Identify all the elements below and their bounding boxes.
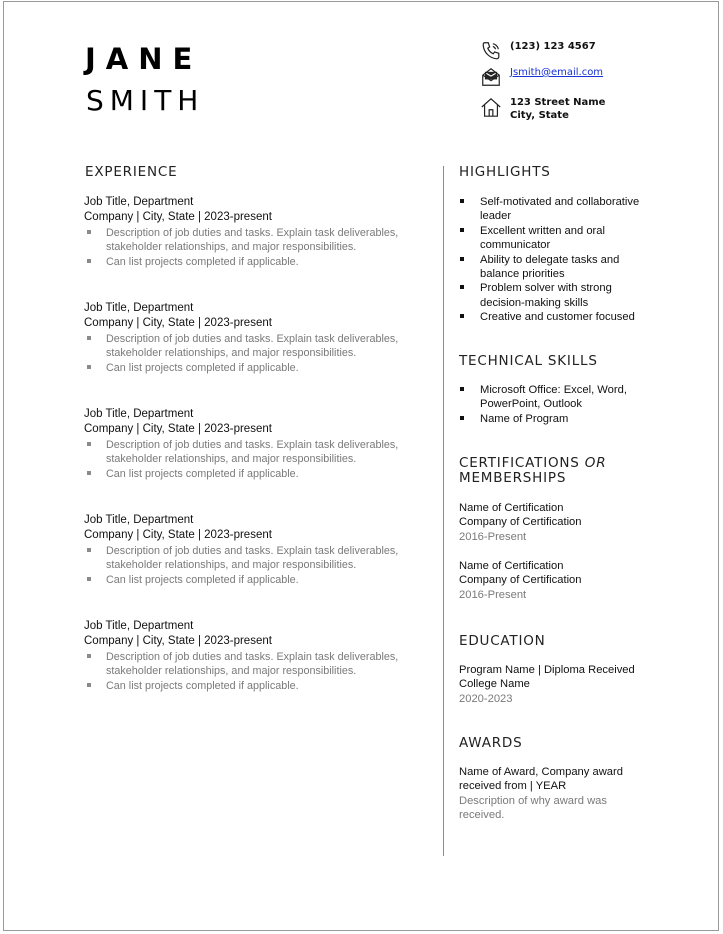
job-title: Job Title, Department bbox=[84, 620, 194, 632]
last-name: SMITH bbox=[86, 84, 205, 117]
job-company: Company | City, State | 2023-present bbox=[84, 423, 272, 435]
certification-dates: 2016-Present bbox=[459, 530, 527, 543]
job-bullet: Description of job duties and tasks. Explain task deliverables, stakeholder relationships, and major responsibilities. bbox=[84, 332, 424, 361]
highlight-item: Excellent written and oral communicator bbox=[459, 224, 649, 253]
address-line-1: 123 Street Name bbox=[510, 97, 606, 108]
education-heading: EDUCATION bbox=[459, 633, 546, 649]
job-company: Company | City, State | 2023-present bbox=[84, 211, 272, 223]
contact-address-row bbox=[480, 96, 605, 122]
technical-skills-heading: TECHNICAL SKILLS bbox=[459, 353, 598, 369]
job-bullets bbox=[84, 650, 424, 693]
certification-entry bbox=[459, 501, 659, 544]
award-name: Name of Award, Company award received from | YEAR bbox=[459, 766, 623, 793]
job-title: Job Title, Department bbox=[84, 514, 194, 526]
job-bullets bbox=[84, 226, 424, 269]
email-link[interactable]: Jsmith@email.com bbox=[510, 67, 604, 78]
job-bullet: Description of job duties and tasks. Explain task deliverables, stakeholder relationships, and major responsibilities. bbox=[84, 226, 424, 255]
technical-skills-list bbox=[459, 383, 639, 426]
certifications-heading-or: OR bbox=[584, 455, 607, 471]
certifications-heading-part1: CERTIFICATIONS bbox=[459, 455, 580, 471]
first-name: JANE bbox=[85, 42, 203, 76]
job-title: Job Title, Department bbox=[84, 408, 194, 420]
certification-name: Name of Certification bbox=[459, 560, 564, 572]
certification-dates: 2016-Present bbox=[459, 588, 527, 601]
job-bullet: Can list projects completed if applicable. bbox=[84, 679, 424, 693]
home-icon bbox=[480, 96, 502, 118]
job-entry bbox=[84, 407, 424, 481]
job-title: Job Title, Department bbox=[84, 196, 194, 208]
job-bullet: Description of job duties and tasks. Explain task deliverables, stakeholder relationships, and major responsibilities. bbox=[84, 438, 424, 467]
job-entry bbox=[84, 513, 424, 587]
education-program: Program Name | Diploma Received bbox=[459, 664, 635, 676]
certification-company: Company of Certification bbox=[459, 516, 582, 529]
certification-company: Company of Certification bbox=[459, 574, 582, 587]
phone-icon bbox=[480, 40, 502, 62]
highlight-item: Self-motivated and collaborative leader bbox=[459, 195, 649, 224]
job-company: Company | City, State | 2023-present bbox=[84, 529, 272, 541]
certifications-heading-part2: MEMBERSHIPS bbox=[459, 470, 567, 486]
job-bullet: Description of job duties and tasks. Explain task deliverables, stakeholder relationships, and major responsibilities. bbox=[84, 650, 424, 679]
column-divider bbox=[443, 166, 444, 856]
job-company: Company | City, State | 2023-present bbox=[84, 317, 272, 329]
phone-number: (123) 123 4567 bbox=[510, 41, 596, 52]
contact-email-row bbox=[480, 66, 603, 88]
address-line-2: City, State bbox=[510, 110, 569, 121]
contact-phone-row bbox=[480, 40, 596, 62]
job-title: Job Title, Department bbox=[84, 302, 194, 314]
highlight-item: Ability to delegate tasks and balance priorities bbox=[459, 253, 649, 282]
job-bullet: Can list projects completed if applicable. bbox=[84, 255, 424, 269]
award-description: Description of why award was received. bbox=[459, 794, 607, 822]
job-entry bbox=[84, 619, 424, 693]
awards-heading: AWARDS bbox=[459, 735, 523, 751]
highlight-item: Creative and customer focused bbox=[459, 310, 649, 324]
highlights-heading: HIGHLIGHTS bbox=[459, 164, 551, 180]
education-entry bbox=[459, 663, 659, 706]
job-bullet: Description of job duties and tasks. Explain task deliverables, stakeholder relationships, and major responsibilities. bbox=[84, 544, 424, 573]
certification-name: Name of Certification bbox=[459, 502, 564, 514]
email-icon bbox=[480, 66, 502, 88]
job-bullet: Can list projects completed if applicable. bbox=[84, 361, 424, 375]
highlight-item: Problem solver with strong decision-making skills bbox=[459, 281, 649, 310]
job-bullets bbox=[84, 332, 424, 375]
highlights-list bbox=[459, 195, 649, 325]
skill-item: Microsoft Office: Excel, Word, PowerPoint, Outlook bbox=[459, 383, 639, 412]
job-entry bbox=[84, 301, 424, 375]
award-entry bbox=[459, 765, 634, 823]
skill-item: Name of Program bbox=[459, 412, 639, 426]
experience-heading: EXPERIENCE bbox=[85, 164, 178, 180]
job-bullets bbox=[84, 544, 424, 587]
job-bullet: Can list projects completed if applicable. bbox=[84, 467, 424, 481]
job-entry bbox=[84, 195, 424, 269]
certifications-heading bbox=[459, 456, 606, 486]
address bbox=[510, 96, 605, 122]
certification-entry bbox=[459, 559, 659, 602]
education-college: College Name bbox=[459, 678, 530, 691]
education-dates: 2020-2023 bbox=[459, 692, 513, 705]
job-company: Company | City, State | 2023-present bbox=[84, 635, 272, 647]
job-bullet: Can list projects completed if applicable. bbox=[84, 573, 424, 587]
job-bullets bbox=[84, 438, 424, 481]
